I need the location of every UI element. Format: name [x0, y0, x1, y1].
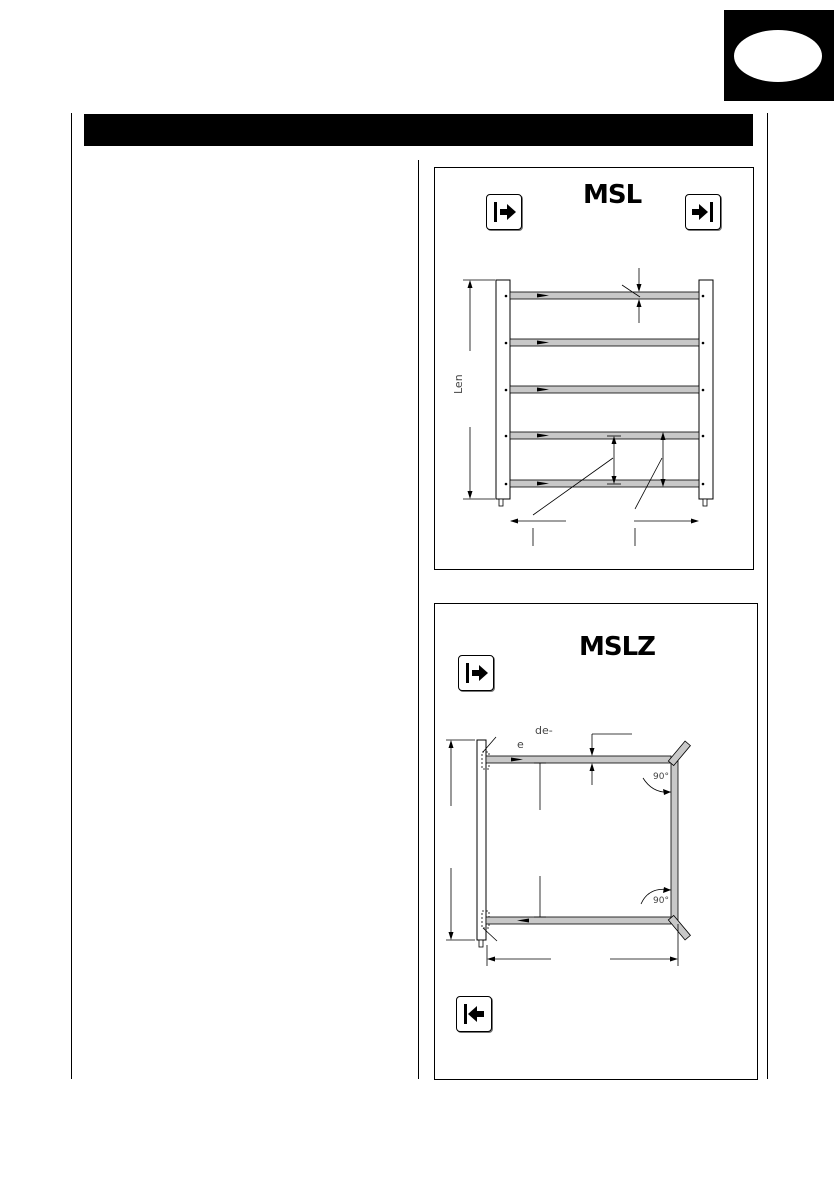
de-label: de- — [535, 724, 553, 737]
msl-diagram-panel — [434, 167, 754, 570]
angle-top-label: 90° — [653, 772, 669, 782]
section-header-bar — [84, 114, 753, 146]
mslz-diagram-panel — [434, 603, 758, 1080]
language-oval-badge — [734, 30, 822, 82]
left-margin-line — [71, 113, 72, 1079]
msl-conveyor-drawing — [435, 168, 753, 569]
length-dimension-label: Len — [452, 374, 465, 394]
right-margin-line — [767, 113, 768, 1079]
e-label: e — [517, 738, 524, 751]
mslz-conveyor-drawing — [435, 604, 757, 1079]
column-divider-line — [418, 160, 419, 1079]
language-tab — [724, 10, 834, 101]
msl-title: MSL — [583, 180, 642, 210]
mslz-title: MSLZ — [579, 632, 656, 662]
angle-bottom-label: 90° — [653, 896, 669, 906]
